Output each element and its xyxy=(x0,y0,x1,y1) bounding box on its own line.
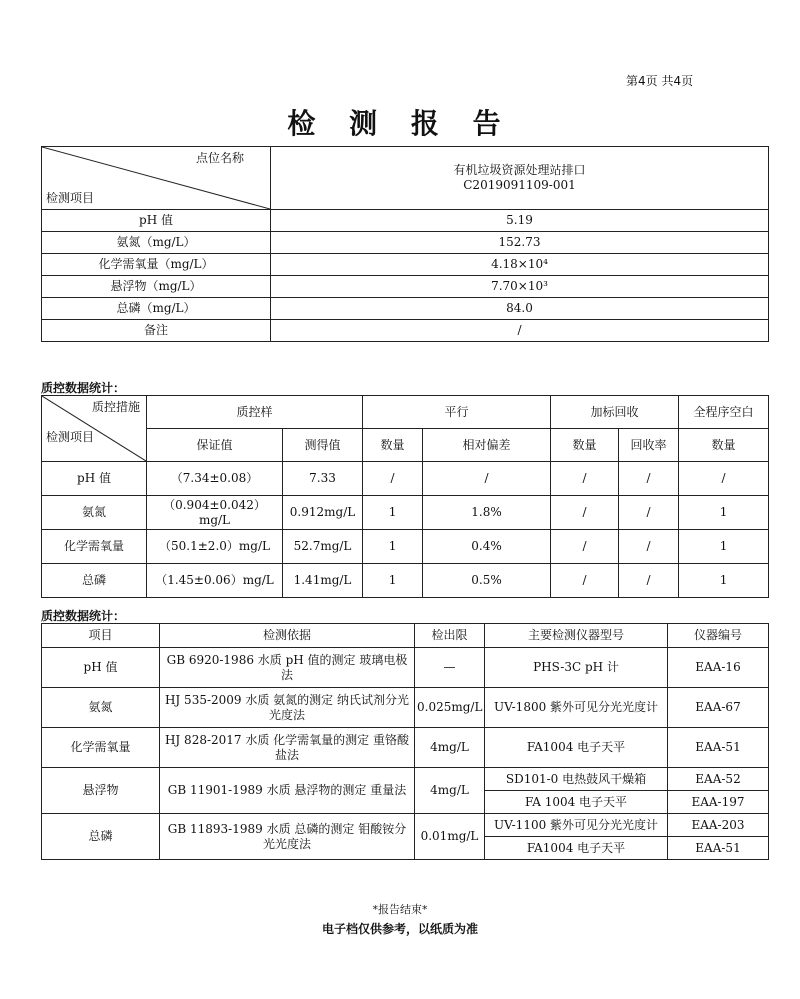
method-limit: 4mg/L xyxy=(415,768,485,814)
blank-header: 全程序空白 xyxy=(679,396,769,429)
report-title: 检 测 报 告 xyxy=(287,107,513,140)
sample-code: C2019091109-001 xyxy=(463,178,576,192)
table-row xyxy=(42,254,769,276)
qc-diagonal-header xyxy=(42,396,147,462)
method-item: pH 值 xyxy=(42,648,160,688)
header-cell: 项目 xyxy=(42,624,160,648)
qc-item: 氨氮 xyxy=(42,496,147,530)
results-table xyxy=(41,146,769,342)
qc-table xyxy=(41,395,769,598)
qc-header-row xyxy=(42,396,769,429)
method-basis: GB 6920-1986 水质 pH 值的测定 玻璃电极法 xyxy=(160,648,415,688)
table-row xyxy=(42,814,769,837)
location-header xyxy=(271,147,769,210)
result-item: 氨氮（mg/L） xyxy=(42,232,271,254)
instrument-model: SD101-0 电热鼓风干燥箱 xyxy=(485,768,668,791)
qc-spike-count: / xyxy=(551,564,619,598)
method-basis: HJ 828-2017 水质 化学需氧量的测定 重铬酸盐法 xyxy=(160,728,415,768)
qc-spike-count: / xyxy=(551,462,619,496)
method-item: 化学需氧量 xyxy=(42,728,160,768)
qc-guarantee: （50.1±2.0）mg/L xyxy=(147,530,283,564)
result-value: 4.18×10⁴ xyxy=(271,254,769,276)
method-limit: 4mg/L xyxy=(415,728,485,768)
qc-recovery: / xyxy=(619,462,679,496)
qc-blank-count: 1 xyxy=(679,530,769,564)
qc-relative-deviation: / xyxy=(423,462,551,496)
result-item: 备注 xyxy=(42,320,271,342)
qc-measured: 0.912mg/L xyxy=(283,496,363,530)
qc-subheader-row xyxy=(42,429,769,462)
footer-note: 电子档仅供参考，以纸质为准 xyxy=(321,922,478,936)
qc-relative-deviation: 0.5% xyxy=(423,564,551,598)
result-value: 84.0 xyxy=(271,298,769,320)
qc-item: 化学需氧量 xyxy=(42,530,147,564)
sub-header: 保证值 xyxy=(147,429,283,462)
results-header-row xyxy=(42,147,769,210)
method-limit: — xyxy=(415,648,485,688)
qc-guarantee: （7.34±0.08） xyxy=(147,462,283,496)
qc-item: 总磷 xyxy=(42,564,147,598)
header-cell: 仪器编号 xyxy=(668,624,769,648)
method-limit: 0.01mg/L xyxy=(415,814,485,860)
method-basis: HJ 535-2009 水质 氨氮的测定 纳氏试剂分光光度法 xyxy=(160,688,415,728)
qc-item: pH 值 xyxy=(42,462,147,496)
result-value: 5.19 xyxy=(271,210,769,232)
method-limit: 0.025mg/L xyxy=(415,688,485,728)
result-item: 总磷（mg/L） xyxy=(42,298,271,320)
method-basis: GB 11901-1989 水质 悬浮物的测定 重量法 xyxy=(160,768,415,814)
header-cell: 检测依据 xyxy=(160,624,415,648)
result-value: 7.70×10³ xyxy=(271,276,769,298)
qc-sample-header: 质控样 xyxy=(147,396,363,429)
instrument-code: EAA-51 xyxy=(668,837,769,860)
instrument-code: EAA-52 xyxy=(668,768,769,791)
method-item: 悬浮物 xyxy=(42,768,160,814)
table-row xyxy=(42,232,769,254)
page-number: 第4页 共4页 xyxy=(626,74,694,88)
header-cell: 检出限 xyxy=(415,624,485,648)
qc-spike-count: / xyxy=(551,530,619,564)
instrument-model: FA1004 电子天平 xyxy=(485,728,668,768)
qc-parallel-count: 1 xyxy=(363,564,423,598)
table-row xyxy=(42,530,769,564)
result-value: / xyxy=(271,320,769,342)
sub-header: 数量 xyxy=(551,429,619,462)
method-basis: GB 11893-1989 水质 总磷的测定 钼酸铵分光光度法 xyxy=(160,814,415,860)
qc-recovery: / xyxy=(619,530,679,564)
instrument-model: PHS-3C pH 计 xyxy=(485,648,668,688)
qc-recovery: / xyxy=(619,496,679,530)
qc-blank-count: / xyxy=(679,462,769,496)
instrument-code: EAA-67 xyxy=(668,688,769,728)
qc-parallel-count: 1 xyxy=(363,496,423,530)
table-row xyxy=(42,728,769,768)
qc-blank-count: 1 xyxy=(679,564,769,598)
qc-blank-count: 1 xyxy=(679,496,769,530)
table-row xyxy=(42,564,769,598)
header-cell: 主要检测仪器型号 xyxy=(485,624,668,648)
instrument-model: FA 1004 电子天平 xyxy=(485,791,668,814)
table-row xyxy=(42,462,769,496)
instrument-model: FA1004 电子天平 xyxy=(485,837,668,860)
table-row xyxy=(42,768,769,791)
qc-spike-count: / xyxy=(551,496,619,530)
qc-measured: 1.41mg/L xyxy=(283,564,363,598)
parallel-header: 平行 xyxy=(363,396,551,429)
instrument-model: UV-1800 紫外可见分光光度计 xyxy=(485,688,668,728)
diag-label-location: 点位名称 xyxy=(195,151,244,165)
instrument-code: EAA-16 xyxy=(668,648,769,688)
method-item: 氨氮 xyxy=(42,688,160,728)
qc-parallel-count: / xyxy=(363,462,423,496)
diag-label-item: 检测项目 xyxy=(46,430,95,444)
qc-measured: 7.33 xyxy=(283,462,363,496)
qc-measured: 52.7mg/L xyxy=(283,530,363,564)
result-item: 化学需氧量（mg/L） xyxy=(42,254,271,276)
method-section-title: 质控数据统计： xyxy=(41,609,126,623)
methods-header-row xyxy=(42,624,769,648)
sub-header: 测得值 xyxy=(283,429,363,462)
sub-header: 相对偏差 xyxy=(423,429,551,462)
result-item: 悬浮物（mg/L） xyxy=(42,276,271,298)
spike-header: 加标回收 xyxy=(551,396,679,429)
result-value: 152.73 xyxy=(271,232,769,254)
table-row xyxy=(42,648,769,688)
instrument-code: EAA-197 xyxy=(668,791,769,814)
results-diagonal-header xyxy=(42,147,271,210)
methods-table xyxy=(41,623,769,860)
qc-guarantee: （0.904±0.042）mg/L xyxy=(147,496,283,530)
qc-relative-deviation: 0.4% xyxy=(423,530,551,564)
instrument-code: EAA-203 xyxy=(668,814,769,837)
qc-relative-deviation: 1.8% xyxy=(423,496,551,530)
location-name: 有机垃圾资源处理站排口 xyxy=(453,163,586,177)
diag-label-qc: 质控措施 xyxy=(91,400,140,414)
table-row xyxy=(42,688,769,728)
sub-header: 回收率 xyxy=(619,429,679,462)
report-end-mark: *报告结束* xyxy=(372,903,428,916)
qc-section-title: 质控数据统计： xyxy=(41,381,126,395)
qc-parallel-count: 1 xyxy=(363,530,423,564)
table-row xyxy=(42,320,769,342)
method-item: 总磷 xyxy=(42,814,160,860)
table-row xyxy=(42,496,769,530)
qc-recovery: / xyxy=(619,564,679,598)
instrument-model: UV-1100 紫外可见分光光度计 xyxy=(485,814,668,837)
table-row xyxy=(42,210,769,232)
result-item: pH 值 xyxy=(42,210,271,232)
table-row xyxy=(42,276,769,298)
sub-header: 数量 xyxy=(363,429,423,462)
qc-guarantee: （1.45±0.06）mg/L xyxy=(147,564,283,598)
diag-label-item: 检测项目 xyxy=(46,191,95,205)
table-row xyxy=(42,298,769,320)
sub-header: 数量 xyxy=(679,429,769,462)
instrument-code: EAA-51 xyxy=(668,728,769,768)
